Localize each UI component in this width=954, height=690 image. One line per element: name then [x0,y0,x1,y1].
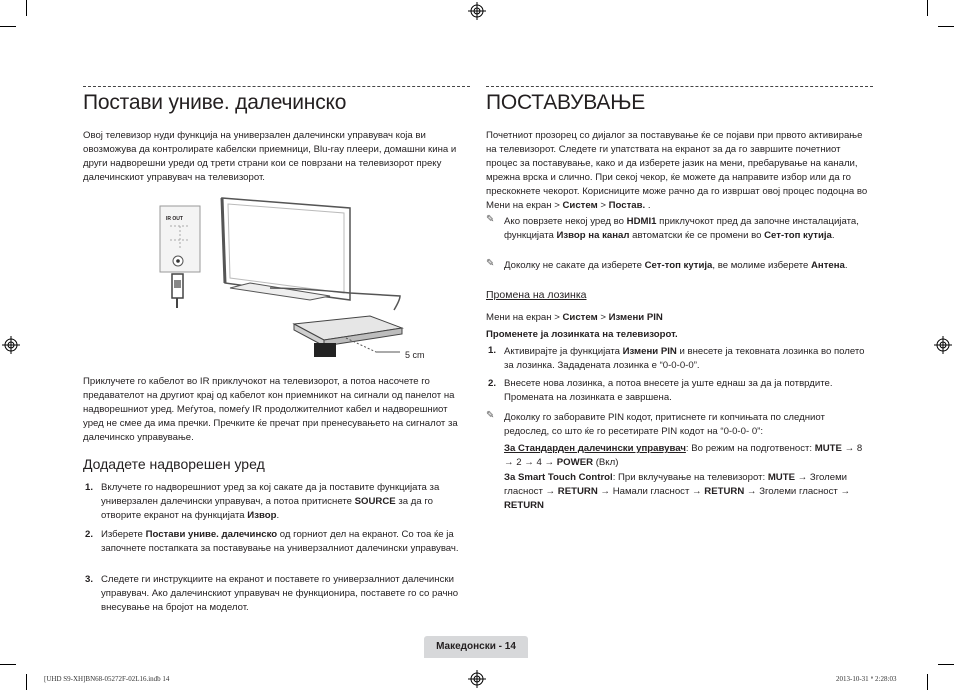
note-antenna: Доколку не сакате да изберете Сет-топ кутија, ве молиме изберете Антена. [504,260,848,271]
page-title-left: Постави униве. далечинско [83,91,347,114]
pin-heading: Промена на лозинка [486,289,587,301]
pin-step-1: Активирајте ја функцијата Измени PIN и внесете ја тековната лозинка во полето за лозинка. Зададената лозинка е “0-0-0-0”. [504,346,865,371]
print-date: 2013-10-31 ꢀ 2:28:03 [836,675,897,683]
section-subtitle: Додадете надворешен уред [83,456,265,472]
step-1-text: Вклучете го надворешниот уред за кој сакате да ја поставите функцијата за универзален далечински управувач, а потоа притиснете SOURCE за да го отворите екранот на функцијата Извор. [101,482,440,521]
crop-mark [938,664,954,665]
note-pencil-icon: ✎ [486,258,495,269]
distance-label: 5 cm [405,350,425,360]
page-title-right: ПОСТАВУВАЊЕ [486,91,646,114]
pin-instruction: Променете ја лозинката на телевизорот. [486,329,678,340]
file-info: [UHD S9-XH]BN68-05272F-02L16.indb 14 [44,675,170,683]
registration-mark-icon [468,670,486,688]
step-number: 1. [85,482,94,493]
crop-mark [0,664,16,665]
step-number: 1. [488,345,497,356]
crop-mark [26,674,27,690]
step-3-text: Следете ги инструкциите на екранот и поставете го универзалниот далечински управувач. Ако далечинскиот управувач не функционира, поставете го со рачно внесување на бројот на моделот. [101,574,459,613]
crop-mark [927,0,928,16]
tv-connection-diagram [150,188,440,368]
note-pencil-icon: ✎ [486,410,495,421]
reset-standard-remote: За Стандарден далечински управувач: Во режим на подготвеност: MUTE → 8 → 2 → 4 → POWER (Вкл) [504,443,863,468]
crop-mark [938,26,954,27]
page-number-badge: Македонски - 14 [424,636,528,658]
pin-menu-path: Мени на екран > Систем > Измени PIN [486,312,663,323]
registration-mark-icon [468,2,486,20]
step-number: 2. [85,529,94,540]
connect-paragraph: Приклучете го кабелот во IR приклучокот на телевизорот, а потоа насочете го предавателот на другиот крај од кабелот кон приемникот на сигнали од панелот на надворешниот уред. Меѓутоа, помеѓу IR продолжителниот кабел и надворешниот уред не смее да има пречки. Пречките ќе пречат при пренесувањето на сигналот за далечинско управување. [83,376,458,443]
crop-mark [26,0,27,16]
note-reset-pin: Доколку го заборавите PIN кодот, притиснете ги копчињата по следниот редослед, со што ќе го ресетирате PIN кодот на “0-0-0- 0”: [504,412,825,437]
pin-step-2: Внесете нова лозинка, а потоа внесете ја уште еднаш за да ја потврдите. Промената на лозинката е завршена. [504,378,833,403]
crop-mark [927,674,928,690]
section-divider [486,86,873,87]
ir-out-label: IR OUT [166,216,183,222]
registration-mark-icon [2,336,20,354]
reset-smart-touch: За Smart Touch Control: При вклучување на телевизорот: MUTE → Зголеми гласност → RETURN → Намали гласност → RETURN → Зголеми гласност → RETURN [504,472,851,511]
note-pencil-icon: ✎ [486,214,495,225]
step-2-text: Изберете Постави униве. далечинско од горниот дел на екранот. Со тоа ќе ја започнете постапката за поставување на универзалниот далечински управувач. [101,529,459,554]
note-hdmi: Ако поврзете некој уред во HDMI1 приклучокот пред да започне инсталацијата, функцијата Извор на канал автоматски ќе се промени во Сет-топ кутија. [504,216,859,241]
crop-mark [0,26,16,27]
setup-intro: Почетниот прозорец со дијалог за поставување ќе се појави при првото активирање на телевизорот. Следете ги упатствата на екранот за да го завршите почетниот процес за поставување, како и да изберете јазик на мени, пребарување на канали, мрежна врска и слично. При секој чекор, ќе можете да направите избор или да го прескокнете чекорот. Корисниците може рачно да го извршат овој процес подоцна во Мени на екран > Систем > Постав. . [486,130,868,211]
step-number: 3. [85,574,94,585]
section-divider [83,86,470,87]
registration-mark-icon [934,336,952,354]
intro-paragraph: Овој телевизор нуди функција на универзален далечински управувач која ви овозможува да контролирате кабелски приемници, Blu-ray плеери, домашни кина и други надворешни уреди од трети страни кои се поврзани на телевизорот преку далечинскиот управувач на телевизорот. [83,130,457,183]
step-number: 2. [488,378,497,389]
